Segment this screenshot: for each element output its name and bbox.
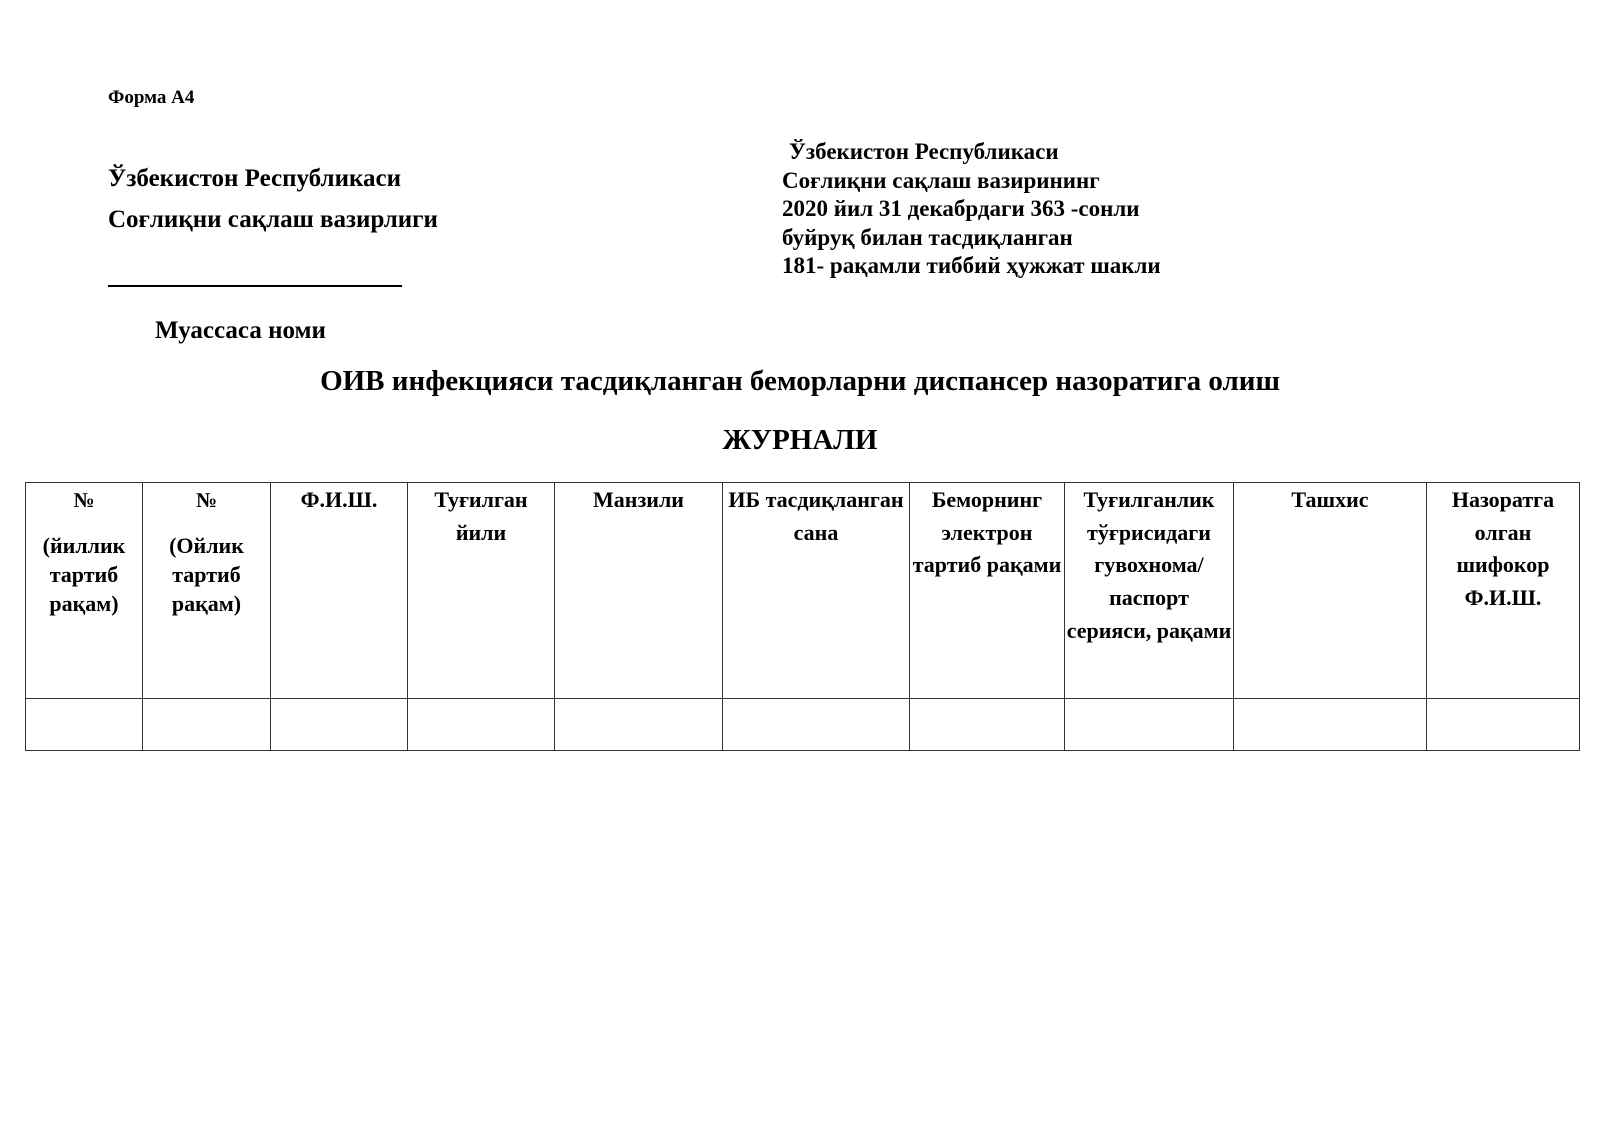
column-header-confirmation-date: ИБ тасдиқланган сана (723, 483, 910, 699)
institution-label: Муассаса номи (155, 317, 326, 344)
country-name: Ўзбекистон Республикаси (108, 165, 402, 192)
column-header-birth-year: Туғилган йили (408, 483, 555, 699)
number-sign: № (195, 488, 218, 512)
table-cell (1427, 699, 1580, 751)
approval-header (782, 138, 1161, 281)
table-cell (1234, 699, 1427, 751)
table-header-row (26, 483, 1580, 699)
column-header-full-name: Ф.И.Ш. (271, 483, 408, 699)
table-cell (1065, 699, 1234, 751)
approval-line: 181- рақамли тиббий ҳужжат шакли (782, 253, 1161, 279)
approval-line: Ўзбекистон Республикаси (789, 139, 1059, 164)
column-header-doctor: Назоратга олган шифокор Ф.И.Ш. (1427, 483, 1580, 699)
table-cell (723, 699, 910, 751)
approval-line: буйруқ билан тасдиқланган (782, 224, 1073, 250)
journal-table (25, 482, 1580, 751)
approval-line: Соғлиқни сақлаш вазирининг (782, 167, 1100, 193)
column-header-label: (йиллик тартиб рақам) (42, 532, 126, 616)
ministry-header (108, 158, 438, 240)
table-cell (143, 699, 271, 751)
approval-line: 2020 йил 31 декабрдаги 363 -сонли (782, 196, 1140, 222)
column-header-label: (Ойлик тартиб рақам) (169, 532, 244, 616)
column-header-diagnosis: Ташхис (1234, 483, 1427, 699)
table-cell (910, 699, 1065, 751)
document-subtitle: ЖУРНАЛИ (722, 424, 878, 456)
table-cell (26, 699, 143, 751)
document-title: ОИВ инфекцияси тасдиқланган беморларни диспансер назоратига олиш (320, 365, 1280, 397)
form-label: Форма А4 (108, 87, 195, 108)
column-header-monthly-number (143, 483, 271, 699)
table-cell (408, 699, 555, 751)
column-header-document-number: Туғилганлик тўғрисидаги гувохнома/ паспорт серияси, рақами (1065, 483, 1234, 699)
ministry-name: Соғлиқни сақлаш вазирлиги (108, 206, 438, 233)
table-cell (555, 699, 723, 751)
table-cell (271, 699, 408, 751)
column-header-address: Манзили (555, 483, 723, 699)
table-row (26, 699, 1580, 751)
column-header-electronic-number: Беморнинг электрон тартиб рақами (910, 483, 1065, 699)
column-header-annual-number (26, 483, 143, 699)
number-sign: № (73, 488, 95, 512)
institution-name-line (108, 285, 402, 287)
